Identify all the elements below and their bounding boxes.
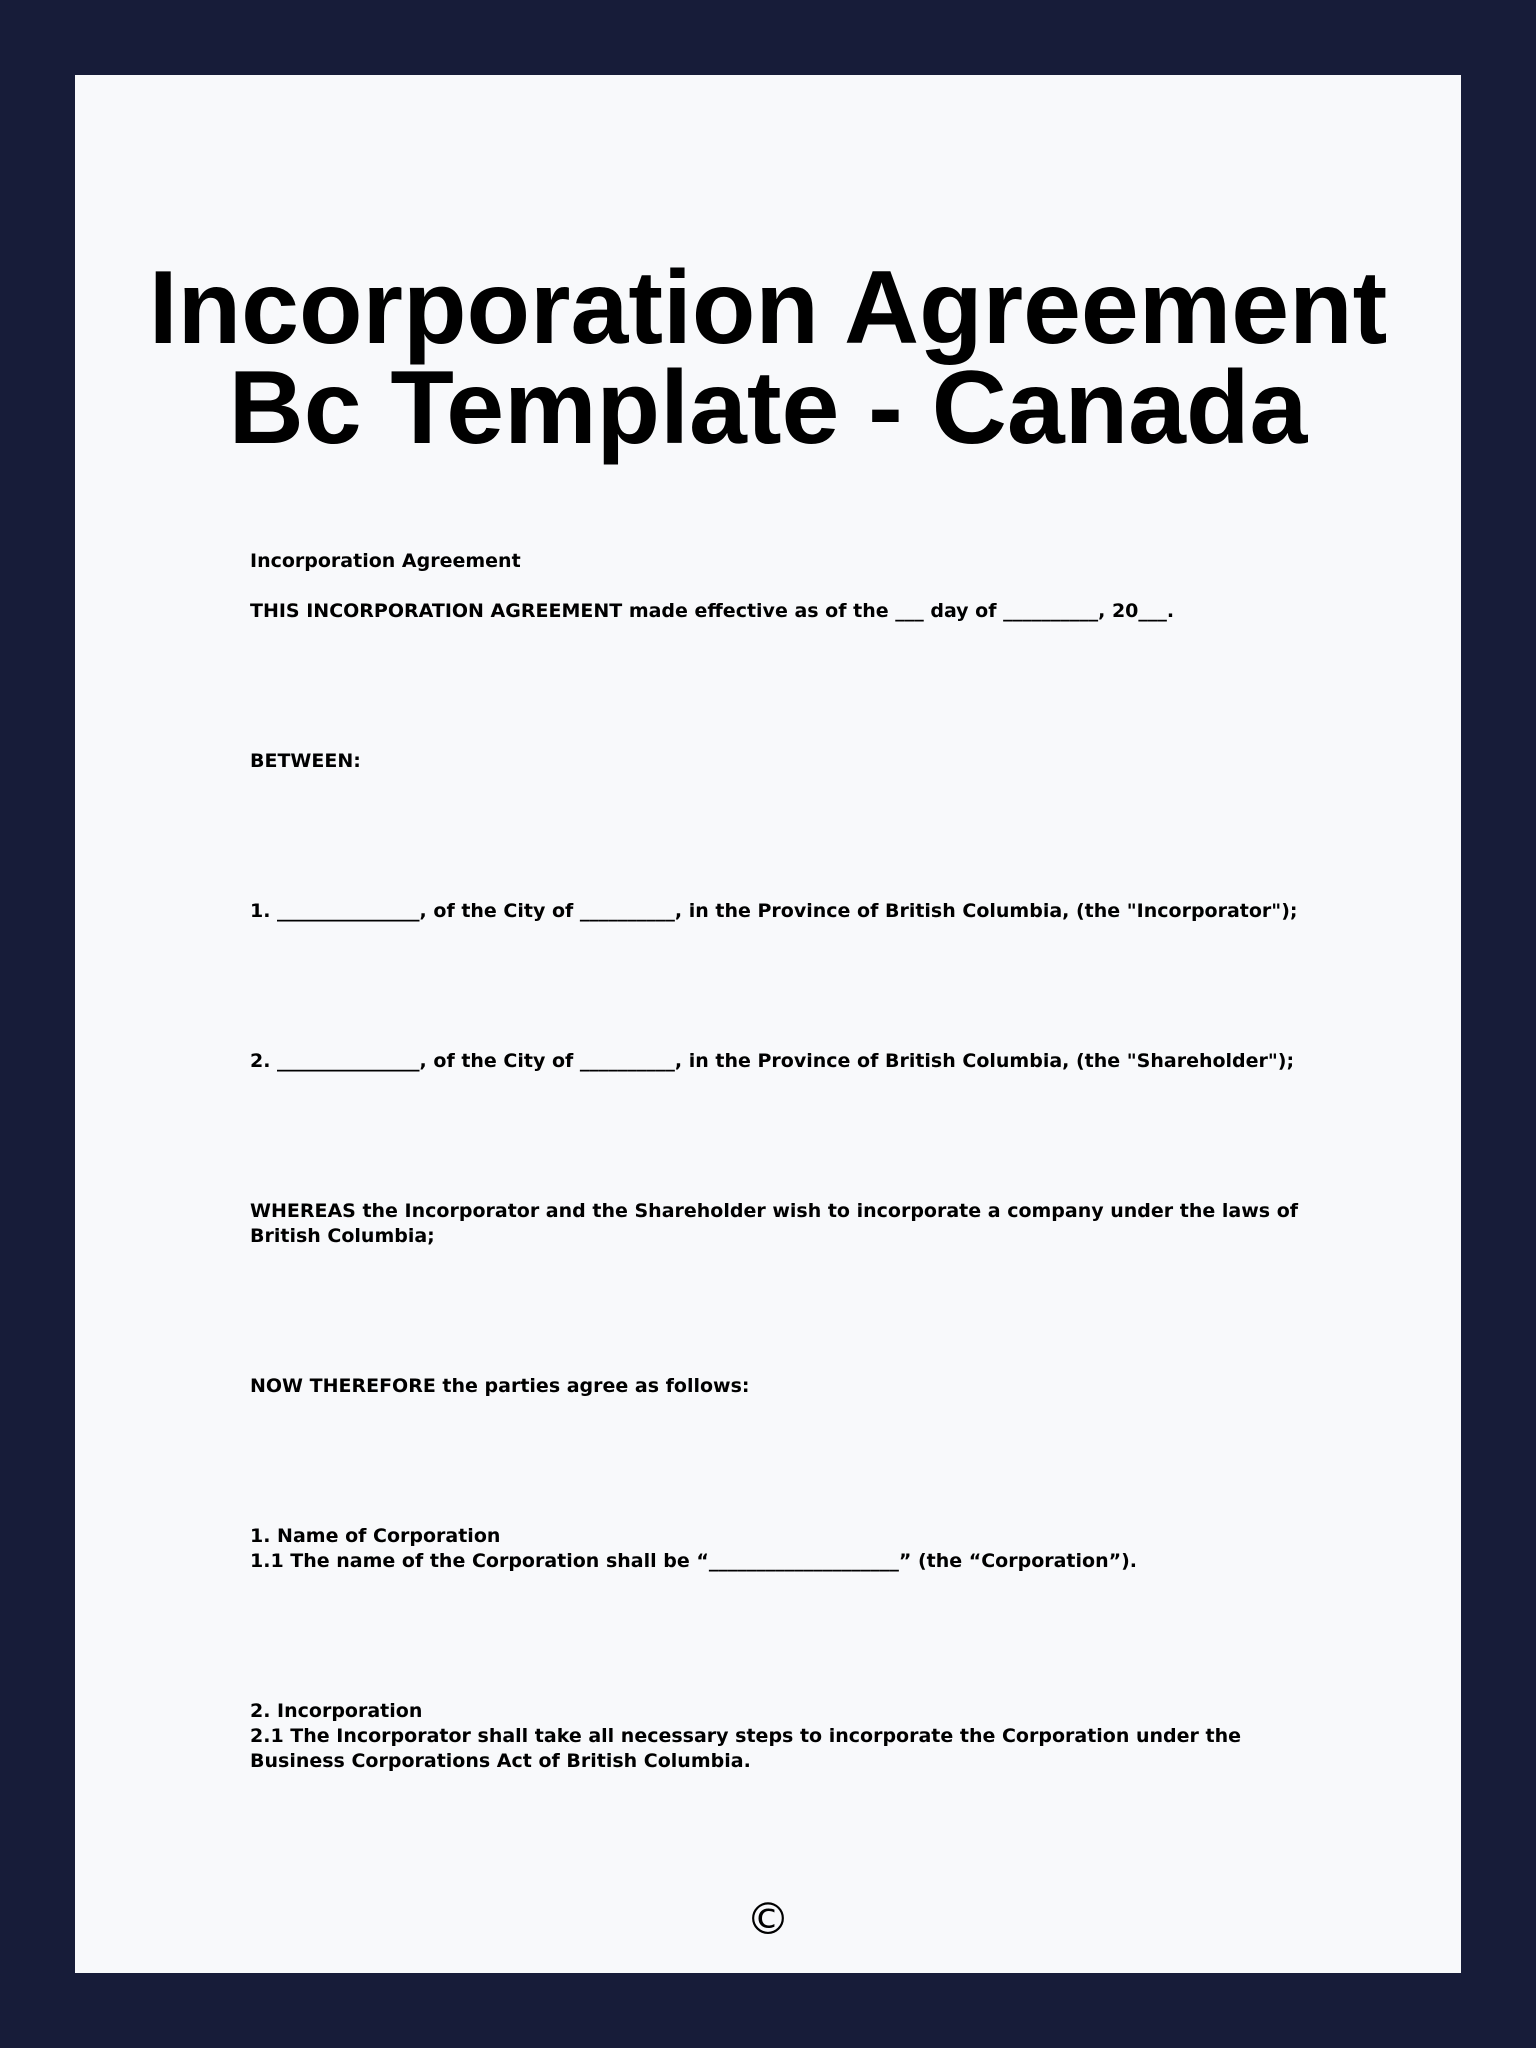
preamble-text: THIS INCORPORATION AGREEMENT made effective as of the ___ day of __________, 20___. (250, 600, 1175, 622)
agreement-heading: Incorporation Agreement (250, 550, 521, 572)
section-1-1-text: 1.1 The name of the Corporation shall be “____________________” (the “Corporation”). (250, 1550, 1137, 1572)
document-page (75, 75, 1461, 1973)
document-title: Incorporation Agreement Bc Template - Canada (148, 250, 1388, 466)
between-label: BETWEEN: (250, 750, 361, 772)
section-2-1-text: 2.1 The Incorporator shall take all necessary steps to incorporate the Corporation under the Business Corporations Act of British Columbia. (250, 1725, 1242, 1772)
party-1-clause: 1. _______________, of the City of __________, in the Province of British Columbia, (the "Incorporator"); (250, 900, 1298, 922)
now-therefore-clause: NOW THEREFORE the parties agree as follows: (250, 1375, 750, 1397)
party-2-clause: 2. _______________, of the City of __________, in the Province of British Columbia, (the "Shareholder"); (250, 1050, 1295, 1072)
whereas-clause: WHEREAS the Incorporator and the Shareholder wish to incorporate a company under the laws of British Columbia; (250, 1200, 1299, 1247)
copyright-icon: © (746, 1894, 790, 1945)
section-1-heading: 1. Name of Corporation (250, 1525, 501, 1547)
section-2-heading: 2. Incorporation (250, 1700, 423, 1722)
